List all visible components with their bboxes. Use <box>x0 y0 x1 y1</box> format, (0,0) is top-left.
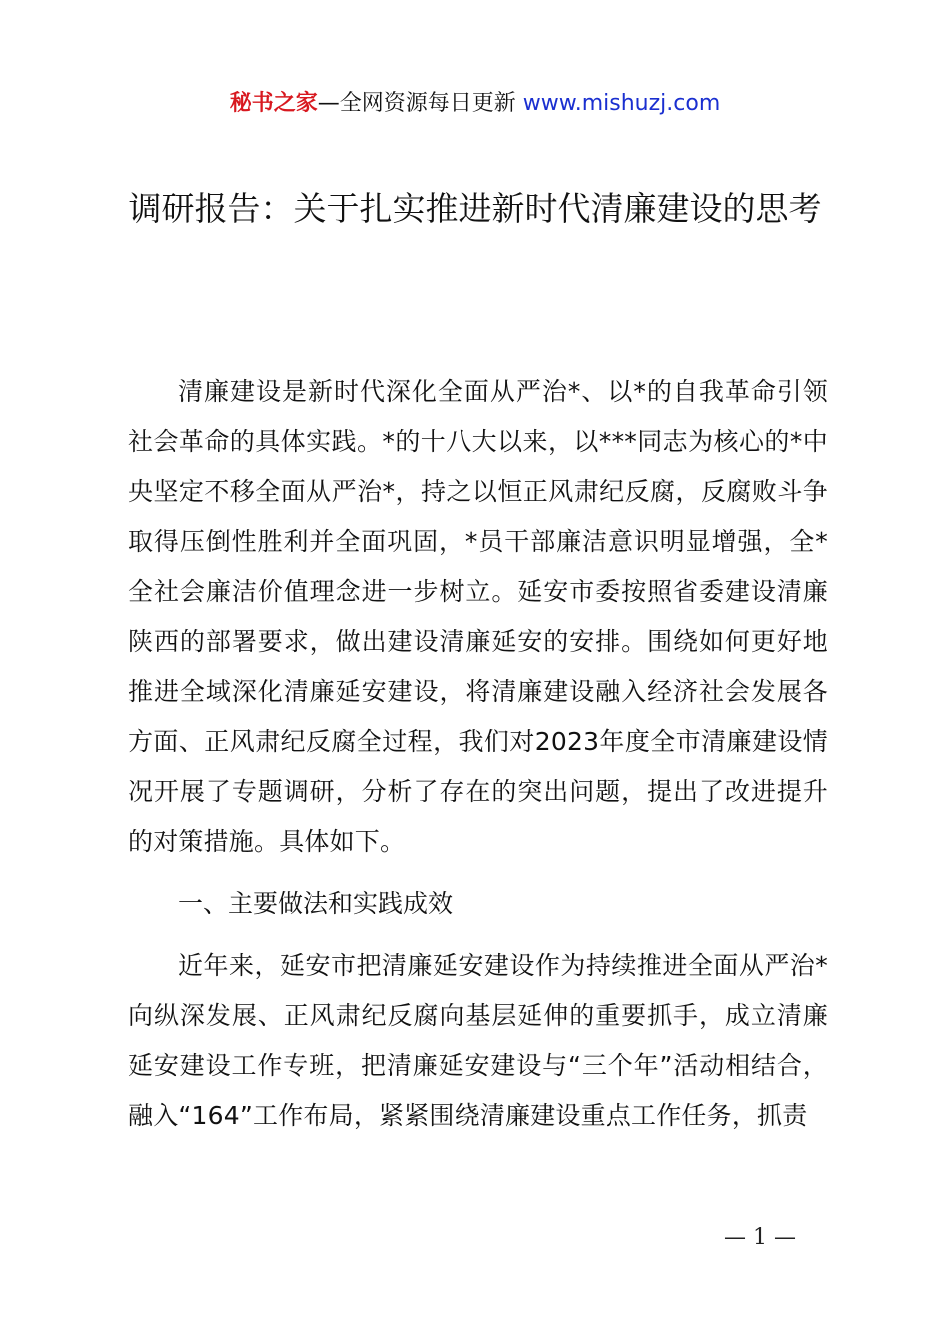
site-url-link[interactable]: www.mishuzj.com <box>522 91 721 116</box>
brand-name: 秘书之家 <box>229 91 318 116</box>
paragraph-intro: 清廉建设是新时代深化全面从严治*、以*的自我革命引领社会革命的具体实践。*的十八大以来，以***同志为核心的*中央坚定不移全面从严治*，持之以恒正风肃纪反腐，反腐败斗争取得压倒性胜利并全面巩固，*员干部廉洁意识明显增强，全*全社会廉洁价值理念进一步树立。延安市委按照省委建设清廉陕西的部署要求，做出建设清廉延安的安排。围绕如何更好地推进全域深化清廉延安建设，将清廉建设融入经济社会发展各方面、正风肃纪反腐全过程，我们对2023年度全市清廉建设情况开展了专题调研，分析了存在的突出问题，提出了改进提升的对策措施。具体如下。 <box>128 377 828 856</box>
page-number: — 1 — <box>724 1225 796 1250</box>
header-slogan: —全网资源每日更新 <box>317 91 516 116</box>
paragraph-section-1: 近年来，延安市把清廉延安建设作为持续推进全面从严治*向纵深发展、正风肃纪反腐向基层延伸的重要抓手，成立清廉延安建设工作专班，把清廉延安建设与“三个年”活动相结合，融入“164”工作布局，紧紧围绕清廉建设重点工作任务，抓责 <box>128 951 828 1130</box>
site-header <box>0 88 950 120</box>
document-title: 调研报告：关于扎实推进新时代清廉建设的思考 <box>128 189 822 228</box>
section-heading: 一、主要做法和实践成效 <box>178 889 454 918</box>
